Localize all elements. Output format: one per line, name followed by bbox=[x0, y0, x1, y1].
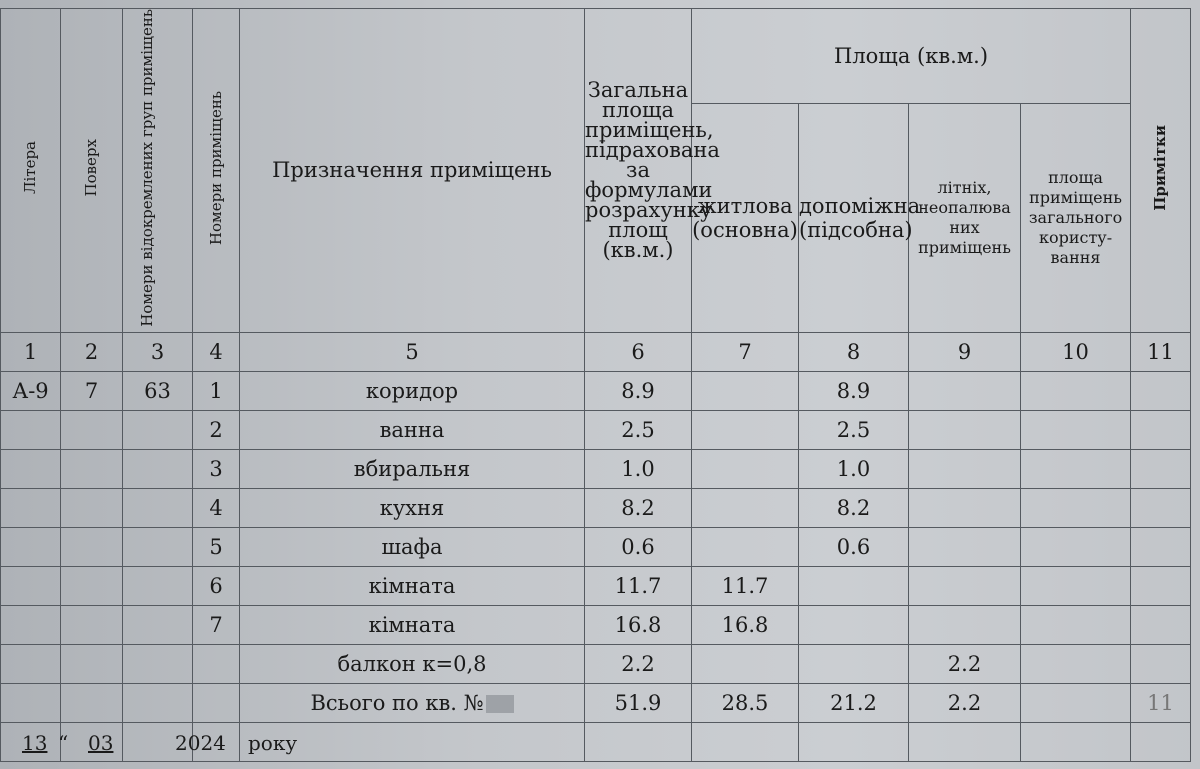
cell-summer bbox=[909, 410, 1021, 449]
cell-total: 2.5 bbox=[585, 410, 692, 449]
date-year: 2024 bbox=[175, 731, 226, 755]
cell-floor bbox=[61, 605, 123, 644]
cell-aux: 8.9 bbox=[799, 371, 909, 410]
redacted-number bbox=[486, 695, 514, 713]
cell-total: 8.9 bbox=[585, 371, 692, 410]
cell-group bbox=[123, 605, 193, 644]
cell-living bbox=[692, 410, 799, 449]
cell-summer bbox=[909, 566, 1021, 605]
cell-floor bbox=[61, 527, 123, 566]
cell-common bbox=[1021, 566, 1131, 605]
cell-floor bbox=[61, 410, 123, 449]
cell-room: 2 bbox=[193, 410, 240, 449]
cell-aux bbox=[799, 644, 909, 683]
table-row bbox=[1, 410, 1191, 449]
cell-aux: 0.6 bbox=[799, 527, 909, 566]
header-rooms: Номери приміщень bbox=[193, 9, 240, 333]
cell-room: 6 bbox=[193, 566, 240, 605]
cell-total: 0.6 bbox=[585, 527, 692, 566]
totals-aux: 21.2 bbox=[799, 683, 909, 722]
date-suffix: року bbox=[248, 731, 298, 755]
cell-floor bbox=[61, 488, 123, 527]
cell-summer bbox=[909, 527, 1021, 566]
header-floor: Поверх bbox=[61, 9, 123, 333]
table-row bbox=[1, 488, 1191, 527]
table-row bbox=[1, 371, 1191, 410]
cell-notes bbox=[1131, 644, 1191, 683]
cell-floor bbox=[61, 644, 123, 683]
cell-room: 7 bbox=[193, 605, 240, 644]
cell-summer bbox=[909, 488, 1021, 527]
header-auxiliary: допоміжна (підсобна) bbox=[799, 104, 909, 333]
cell-group bbox=[123, 566, 193, 605]
cell-aux bbox=[799, 566, 909, 605]
header-notes: Примітки bbox=[1131, 9, 1191, 333]
cell-litera bbox=[1, 449, 61, 488]
column-number: 8 bbox=[799, 332, 909, 371]
cell-common bbox=[1021, 410, 1131, 449]
cell-room: 3 bbox=[193, 449, 240, 488]
column-number: 9 bbox=[909, 332, 1021, 371]
area-table bbox=[0, 8, 1191, 762]
cell-living bbox=[692, 371, 799, 410]
totals-label: Всього по кв. № bbox=[240, 683, 585, 722]
cell bbox=[1021, 683, 1131, 722]
cell-total: 8.2 bbox=[585, 488, 692, 527]
cell-living bbox=[692, 527, 799, 566]
cell-common bbox=[1021, 371, 1131, 410]
cell-aux: 1.0 bbox=[799, 449, 909, 488]
cell-notes bbox=[1131, 566, 1191, 605]
cell-common bbox=[1021, 488, 1131, 527]
cell-aux: 2.5 bbox=[799, 410, 909, 449]
cell-purpose: вбиральня bbox=[240, 449, 585, 488]
table-body bbox=[1, 371, 1191, 683]
totals-row bbox=[1, 683, 1191, 722]
cell-total: 16.8 bbox=[585, 605, 692, 644]
header-living: житлова (основна) bbox=[692, 104, 799, 333]
cell-litera bbox=[1, 644, 61, 683]
cell-summer bbox=[909, 371, 1021, 410]
date-month: 03 bbox=[88, 731, 114, 755]
column-number: 10 bbox=[1021, 332, 1131, 371]
cell-purpose: коридор bbox=[240, 371, 585, 410]
cell-living bbox=[692, 488, 799, 527]
cell-living bbox=[692, 449, 799, 488]
cell-aux bbox=[799, 605, 909, 644]
cell-purpose: кімната bbox=[240, 566, 585, 605]
totals-note: 11 bbox=[1131, 683, 1191, 722]
cell-notes bbox=[1131, 410, 1191, 449]
column-number: 6 bbox=[585, 332, 692, 371]
cell bbox=[61, 683, 123, 722]
cell-group bbox=[123, 644, 193, 683]
cell-group bbox=[123, 410, 193, 449]
date-quote: “ bbox=[58, 731, 69, 755]
cell-litera bbox=[1, 488, 61, 527]
cell bbox=[123, 683, 193, 722]
cell-group bbox=[123, 527, 193, 566]
cell-purpose: шафа bbox=[240, 527, 585, 566]
cell bbox=[193, 683, 240, 722]
cell-common bbox=[1021, 644, 1131, 683]
header-litera: Літера bbox=[1, 9, 61, 333]
cell-group bbox=[123, 449, 193, 488]
cell-summer: 2.2 bbox=[909, 644, 1021, 683]
cell-living bbox=[692, 644, 799, 683]
cell-living: 16.8 bbox=[692, 605, 799, 644]
cell-group bbox=[123, 488, 193, 527]
cell-room: 1 bbox=[193, 371, 240, 410]
table-row bbox=[1, 566, 1191, 605]
header-purpose: Призначення приміщень bbox=[240, 9, 585, 333]
table-row bbox=[1, 644, 1191, 683]
cell-common bbox=[1021, 527, 1131, 566]
cell-room: 5 bbox=[193, 527, 240, 566]
cell-litera bbox=[1, 527, 61, 566]
header-common: площа приміщень загального користу-вання bbox=[1021, 104, 1131, 333]
table-row bbox=[1, 527, 1191, 566]
table-row bbox=[1, 449, 1191, 488]
cell-notes bbox=[1131, 449, 1191, 488]
cell-notes bbox=[1131, 605, 1191, 644]
cell-group: 63 bbox=[123, 371, 193, 410]
column-number-row bbox=[1, 332, 1191, 371]
totals-living: 28.5 bbox=[692, 683, 799, 722]
column-number: 11 bbox=[1131, 332, 1191, 371]
cell-purpose: кухня bbox=[240, 488, 585, 527]
cell-summer bbox=[909, 605, 1021, 644]
cell-floor: 7 bbox=[61, 371, 123, 410]
cell-purpose: ванна bbox=[240, 410, 585, 449]
cell-purpose: балкон к=0,8 bbox=[240, 644, 585, 683]
header-summer: літніх, неопалюва них приміщень bbox=[909, 104, 1021, 333]
cell-total: 11.7 bbox=[585, 566, 692, 605]
table-row bbox=[1, 605, 1191, 644]
totals-summer: 2.2 bbox=[909, 683, 1021, 722]
cell-floor bbox=[61, 566, 123, 605]
cell-floor bbox=[61, 449, 123, 488]
cell-living: 11.7 bbox=[692, 566, 799, 605]
cell bbox=[1, 683, 61, 722]
column-number: 1 bbox=[1, 332, 61, 371]
column-number: 2 bbox=[61, 332, 123, 371]
cell-aux: 8.2 bbox=[799, 488, 909, 527]
cell-total: 1.0 bbox=[585, 449, 692, 488]
cell-notes bbox=[1131, 527, 1191, 566]
totals-total: 51.9 bbox=[585, 683, 692, 722]
header-area-group: Площа (кв.м.) bbox=[692, 9, 1131, 104]
cell-notes bbox=[1131, 371, 1191, 410]
cell-room bbox=[193, 644, 240, 683]
cell-summer bbox=[909, 449, 1021, 488]
column-number: 7 bbox=[692, 332, 799, 371]
date-day: 13 bbox=[22, 731, 48, 755]
header-groups: Номери відокремлених груп приміщень bbox=[123, 9, 193, 333]
column-number: 5 bbox=[240, 332, 585, 371]
column-number: 3 bbox=[123, 332, 193, 371]
cell-common bbox=[1021, 449, 1131, 488]
cell-litera bbox=[1, 410, 61, 449]
cell-notes bbox=[1131, 488, 1191, 527]
cell-litera bbox=[1, 566, 61, 605]
header-total-area: Загальна площа приміщень, підрахована за формулами розрахунку площ (кв.м.) bbox=[585, 9, 692, 333]
cell-litera bbox=[1, 605, 61, 644]
cell-common bbox=[1021, 605, 1131, 644]
cell-litera: А-9 bbox=[1, 371, 61, 410]
column-number: 4 bbox=[193, 332, 240, 371]
cell-room: 4 bbox=[193, 488, 240, 527]
cell-total: 2.2 bbox=[585, 644, 692, 683]
date-line bbox=[0, 727, 600, 763]
cell-purpose: кімната bbox=[240, 605, 585, 644]
